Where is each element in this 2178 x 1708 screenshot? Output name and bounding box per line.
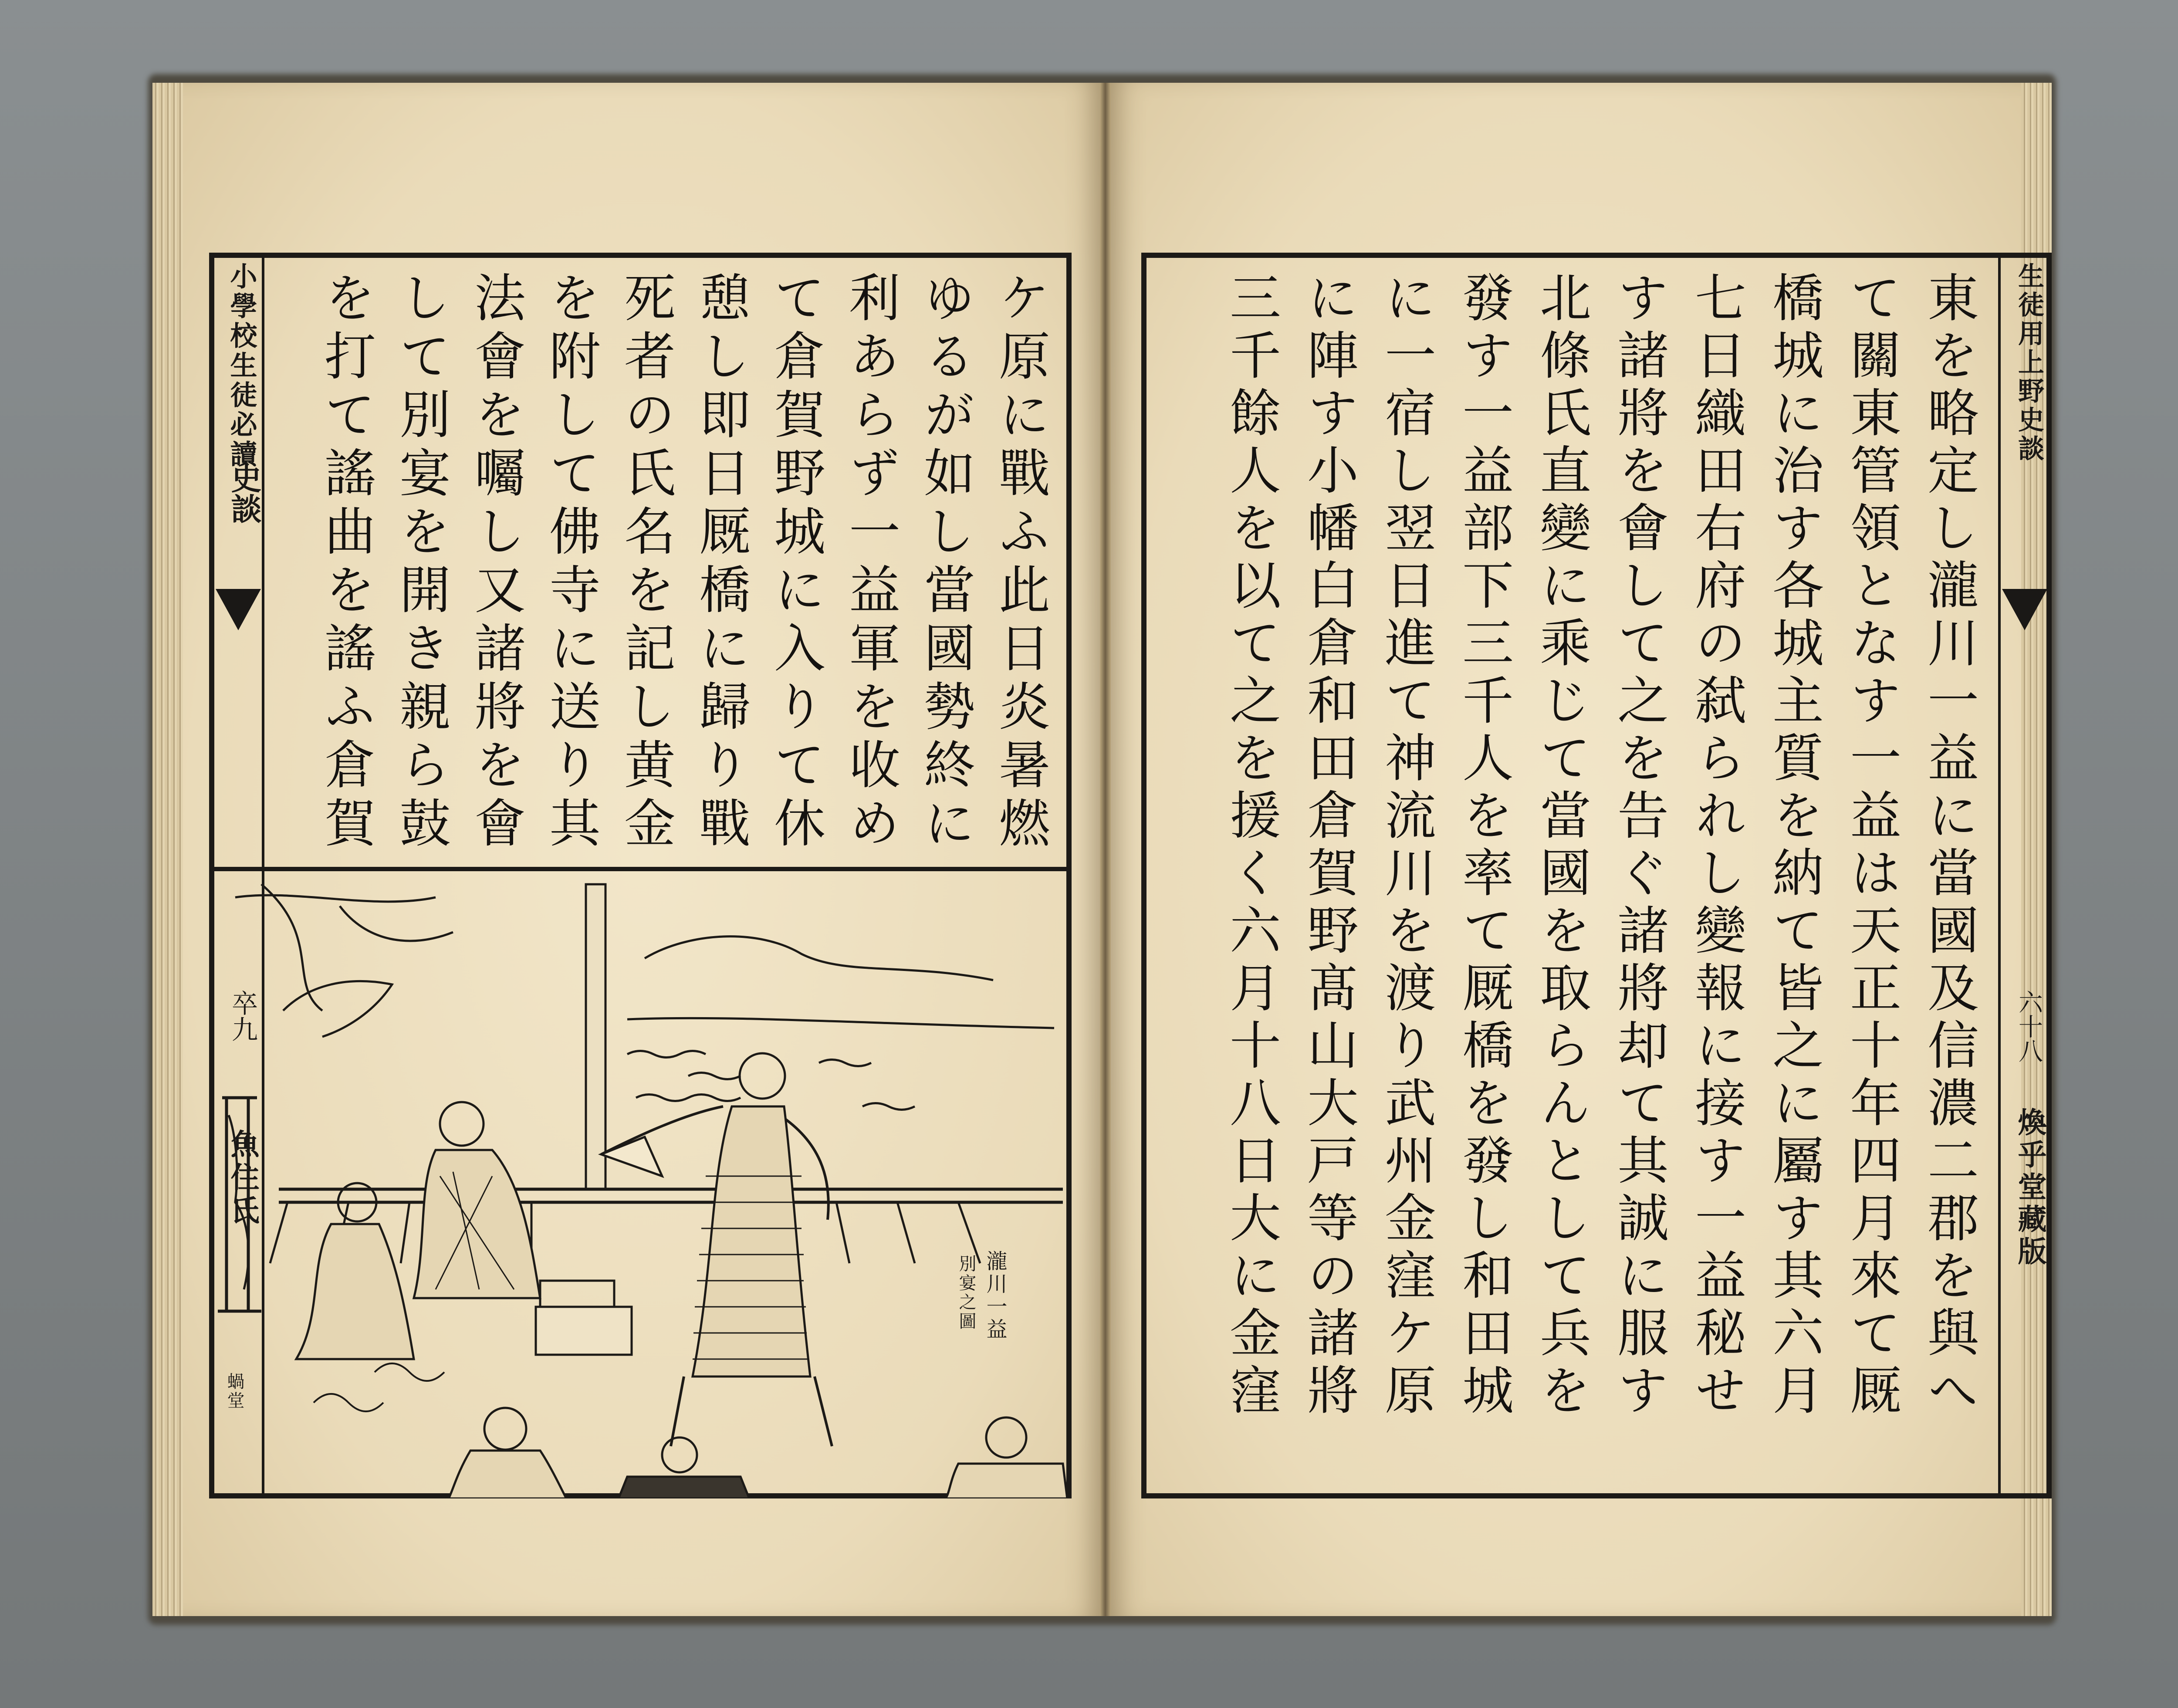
right-body-text — [1212, 271, 1988, 1482]
audience-robe — [945, 1464, 1067, 1498]
left-publisher-mark: 魚住氏 — [226, 1129, 260, 1228]
right-header-title: 生徒用上野史談 — [2014, 262, 2044, 463]
text-column: に一宿し翌日進て神流川を渡り武州金窪ケ原 — [1376, 271, 1436, 1421]
text-column: 東を略定し瀧川一益に當國及信濃二郡を與へ — [1919, 271, 1979, 1421]
page-edge-left — [152, 83, 183, 1616]
text-column: して別宴を開き親ら鼓 — [391, 271, 451, 855]
lord-robe — [414, 1150, 540, 1298]
text-column: を打て謠曲を謠ふ倉賀 — [316, 271, 376, 855]
dancer-head — [740, 1053, 785, 1099]
text-column: 橋城に治す各城主質を納て皆之に屬す其六月 — [1764, 271, 1824, 1421]
illustration-caption-line2: 別宴之圖 — [956, 1255, 976, 1331]
text-column: 北條氏直變に乘じて當國を取らんとして兵を — [1531, 271, 1591, 1421]
text-column: 發す一益部下三千人を率て厩橋を發し和田城 — [1454, 271, 1514, 1421]
water-ripples — [627, 1051, 915, 1110]
audience-head — [986, 1417, 1026, 1458]
veranda-railing — [279, 1189, 1063, 1202]
book-gutter — [1100, 83, 1111, 1616]
audience-head — [662, 1437, 697, 1472]
text-column: 憩し即日厩橋に歸り戰 — [690, 271, 751, 855]
pine-branch — [235, 884, 453, 1011]
text-column: す諸將を會して之を告ぐ諸將却て其誠に服す — [1609, 271, 1669, 1421]
banquet-scene-drawing — [209, 871, 1072, 1498]
right-hashira — [1998, 258, 2048, 1493]
text-column: 利あらず一益軍を收め — [840, 271, 900, 855]
dancer-legs — [671, 1377, 832, 1446]
left-body-text — [308, 271, 1058, 881]
food-tray — [536, 1307, 632, 1355]
folding-fan — [601, 1137, 662, 1176]
fishtail-ornament — [216, 589, 261, 630]
right-page-frame — [1141, 253, 2052, 1498]
illustration-caption-line1: 瀧川一益 — [983, 1250, 1007, 1341]
text-column: 三千餘人を以て之を援く六月十八日大に金窪 — [1221, 271, 1281, 1421]
left-header-title: 小學校生徒必讀 — [226, 262, 257, 470]
text-column: を附して佛寺に送り其 — [541, 271, 601, 855]
armor-stand — [218, 1098, 261, 1311]
right-folio: 六十八 — [2015, 990, 2043, 1063]
audience-robe — [449, 1451, 566, 1498]
attendant-robe — [296, 1224, 414, 1359]
fishtail-ornament — [2002, 589, 2047, 630]
artist-signature: 蝸堂 — [224, 1372, 244, 1410]
text-column: ケ原に戰ふ此日炎暑燃 — [990, 271, 1050, 855]
text-column: 七日織田右府の弑られし變報に接す一益秘せ — [1686, 271, 1746, 1421]
distant-hills — [645, 937, 993, 980]
right-publisher-mark: 煥乎堂藏版 — [2013, 1107, 2047, 1268]
text-column: に陣す小幡白倉和田倉賀野髙山大戸等の諸將 — [1299, 271, 1359, 1421]
text-column: て關東管領となす一益は天正十年四月來て厩 — [1841, 271, 1901, 1421]
shoreline — [627, 1018, 1054, 1028]
left-folio: 卒九 — [227, 990, 258, 1042]
tree-trunk — [283, 981, 392, 1037]
ground-foliage — [314, 1363, 444, 1411]
lord-head — [440, 1102, 484, 1146]
veranda-post — [586, 884, 605, 1189]
text-column: ゆるが如し當國勢終に — [915, 271, 975, 855]
text-column: 死者の氏名を記し黄金 — [616, 271, 676, 855]
food-offering — [540, 1281, 614, 1307]
left-header-abbrev: 史談 — [226, 463, 262, 524]
woodblock-illustration — [209, 867, 1072, 1498]
text-column: 法會を囑し又諸將を會 — [466, 271, 526, 855]
text-column: て倉賀野城に入りて休 — [765, 271, 825, 855]
audience-robe — [619, 1477, 749, 1498]
armor-silhouette — [229, 1115, 248, 1289]
audience-head — [484, 1408, 526, 1450]
dancer-robe — [693, 1106, 810, 1377]
